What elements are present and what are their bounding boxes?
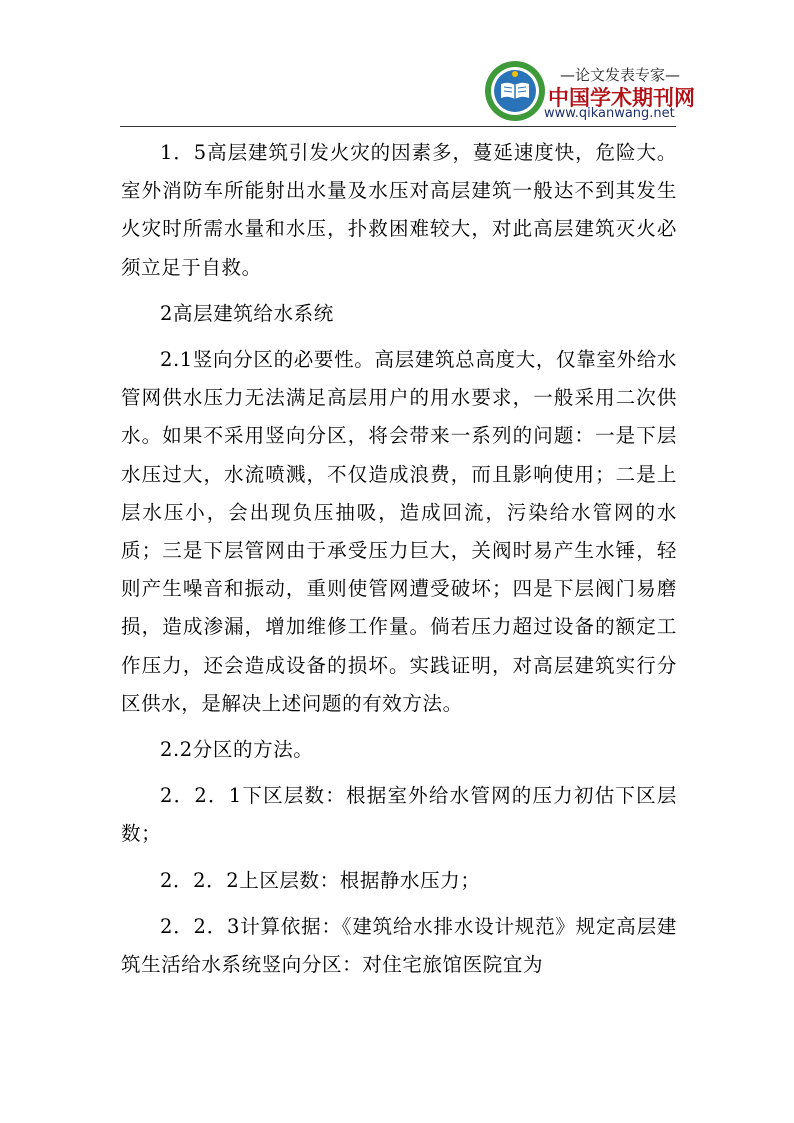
article-body bbox=[121, 134, 677, 984]
logo-site-name: 中国学术期刊网 bbox=[548, 86, 695, 110]
paragraph: 2．2．3计算依据：《建筑给水排水设计规范》规定高层建筑生活给水系统竖向分区：对住宅旅馆医院宜为 bbox=[121, 914, 677, 977]
section-heading: 2高层建筑给水系统 bbox=[160, 301, 334, 325]
paragraph: 2．2．1下区层数：根据室外给水管网的压力初估下区层数； bbox=[121, 784, 677, 846]
logo-url: www.qikanwang.net bbox=[544, 106, 675, 121]
paragraph: 2.1竖向分区的必要性。高层建筑总高度大，仅靠室外给水管网供水压力无法满足高层用户的用水要求，一般采用二次供水。如果不采用竖向分区，将会带来一系列的问题：一是下层水压过大，水流喷溅，不仅造成浪费，而且影响使用；二是上层水压小，会出现负压抽吸，造成回流，污染给水管网的水质；三是下层管网由于承受压力巨大，关阀时易产生水锤，轻则产生噪音和振动，重则使管网遭受破坏；四是下层阀门易磨损，造成渗漏，增加维修工作量。倘若压力超过设备的额定工作压力，还会造成设备的损坏。实践证明，对高层建筑实行分区供水，是解决上述问题的有效方法。 bbox=[121, 348, 677, 715]
journal-seal-logo-icon bbox=[484, 60, 546, 122]
page-header bbox=[0, 0, 794, 128]
paragraph: 1．5高层建筑引发火灾的因素多，蔓延速度快，危险大。室外消防车所能射出水量及水压对高层建筑一般达不到其发生火灾时所需水量和水压，扑救困难较大，对此高层建筑灭火必须立足于自救。 bbox=[121, 141, 677, 279]
header-divider bbox=[120, 126, 676, 127]
paragraph: 2．2．2上区层数：根据静水压力； bbox=[160, 868, 481, 892]
logo-tagline: —论文发表专家— bbox=[560, 66, 681, 84]
subsection-heading: 2.2分区的方法。 bbox=[160, 738, 314, 762]
